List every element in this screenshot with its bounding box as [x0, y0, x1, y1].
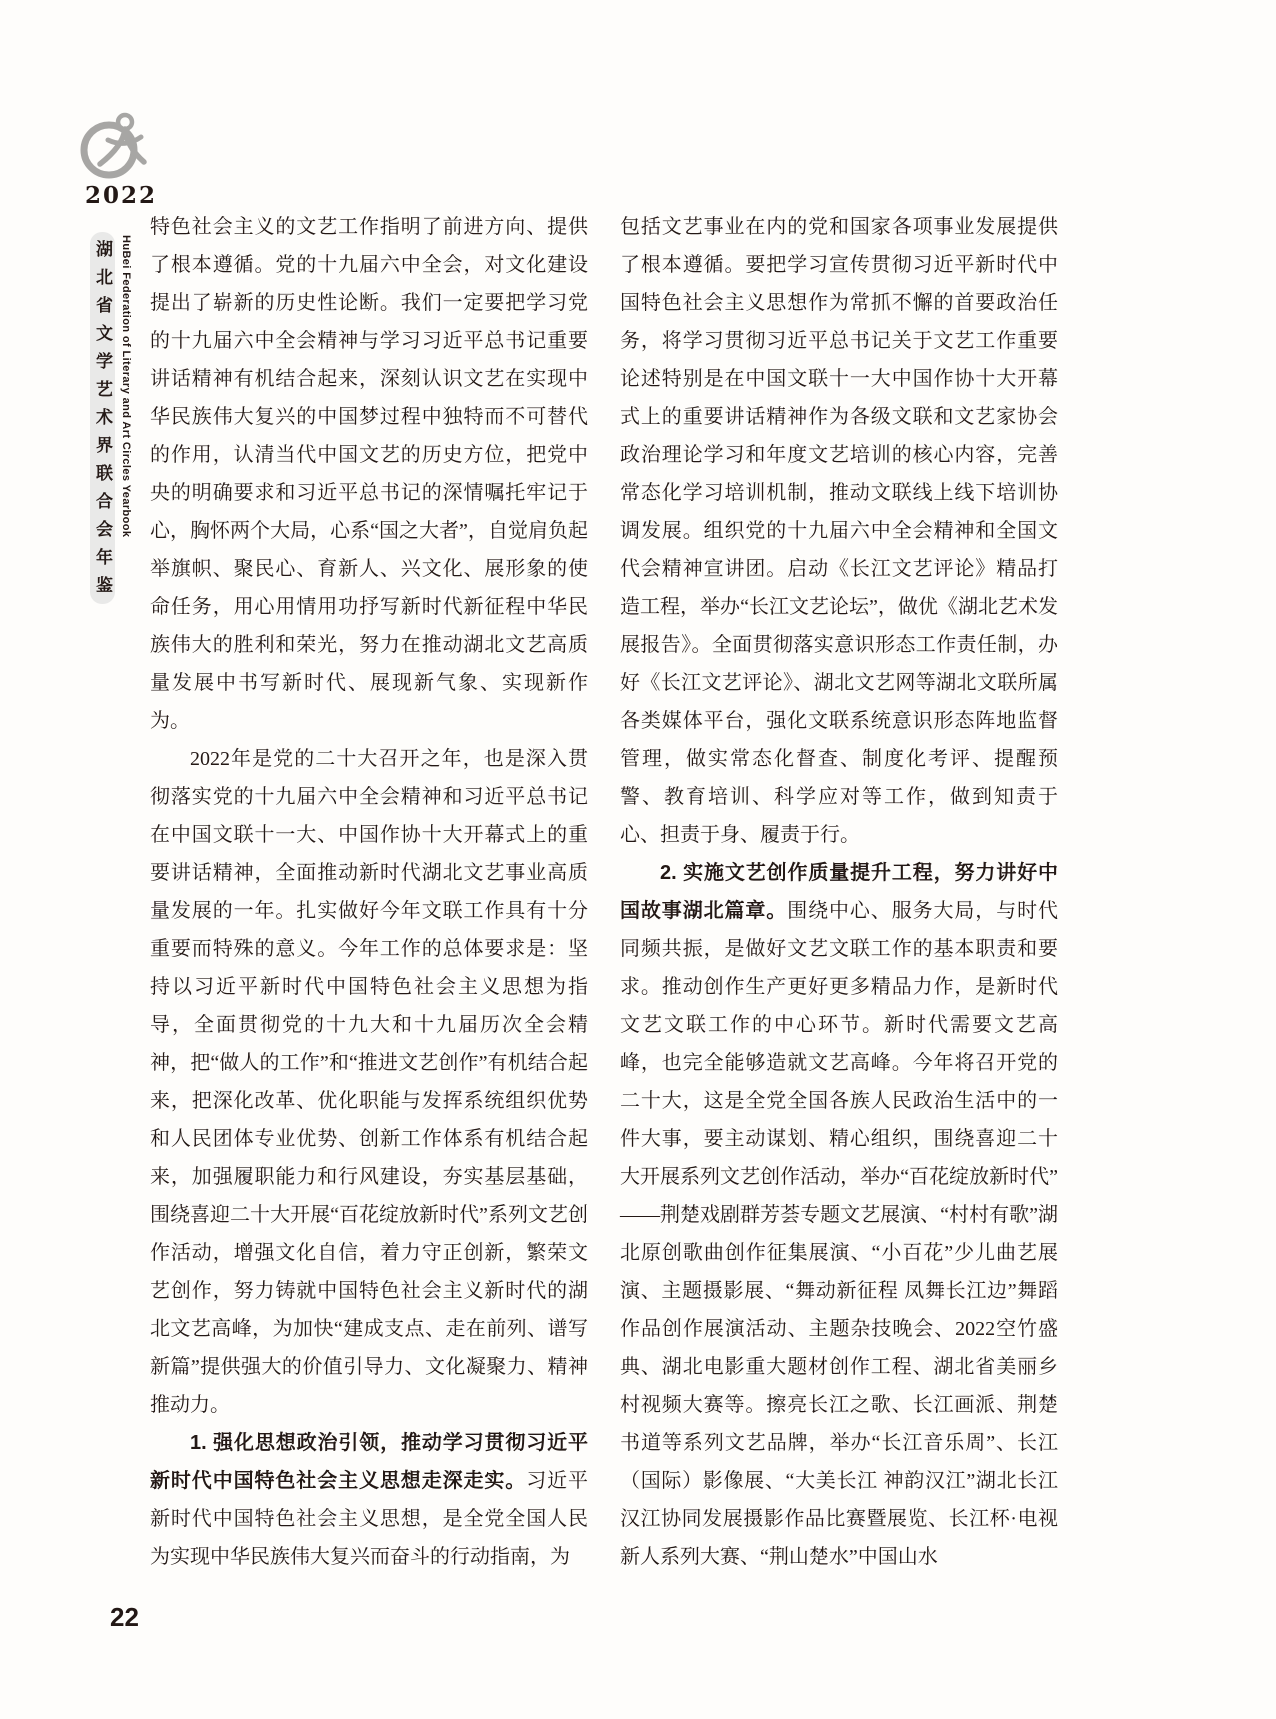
paragraph-text: 习近平新时代中国特色社会主义思想，是全党全国人民为实现中华民族伟大复兴而奋斗的行动指南，为: [150, 1470, 589, 1568]
paragraph-text: 包括文艺事业在内的党和国家各项事业发展提供了根本遵循。要把学习宣传贯彻习近平新时代中国特色社会主义思想作为常抓不懈的首要政治任务，将学习贯彻习近平总书记关于文艺工作重要论述特别是在中国文联十一大中国作协十大开幕式上的重要讲话精神作为各级文联和文艺家协会政治理论学习和年度文艺培训的核心内容，完善常态化学习培训机制，推动文联线上线下培训协调发展。组织党的十九届六中全会精神和全国文代会精神宣讲团。启动《长江文艺评论》精品打造工程，举办“长江文艺论坛”，做优《湖北艺术发展报告》。全面贯彻落实意识形态工作责任制，办好《长江文艺评论》、湖北文艺网等湖北文联所属各类媒体平台，强化文联系统意识形态阵地监督管理，做实常态化督查、制度化考评、提醒预警、教育培训、科学应对等工作，做到知责于心、担责于身、履责于行。: [620, 216, 1058, 846]
section-1-heading: 1. 强化思想政治引领，推动学习贯彻习近平新时代中国特色社会主义思想走深走实。: [150, 1432, 588, 1492]
paragraph: [150, 1424, 588, 1576]
federation-logo-icon: [80, 110, 148, 190]
left-text-column: [150, 208, 588, 1576]
right-text-column: [620, 208, 1058, 1576]
paragraph-continuation: [150, 208, 588, 740]
paragraph-text: 围绕中心、服务大局，与时代同频共振，是做好文艺文联工作的基本职责和要求。推动创作生产更好更多精品力作，是新时代文艺文联工作的中心环节。新时代需要文艺高峰，也完全能够造就文艺高峰。今年将召开党的二十大，这是全党全国各族人民政治生活中的一件大事，要主动谋划、精心组织，围绕喜迎二十大开展系列文艺创作活动，举办“百花绽放新时代”——荆楚戏剧群芳荟专题文艺展演、“村村有歌”湖北原创歌曲创作征集展演、“小百花”少儿曲艺展演、主题摄影展、“舞动新征程 凤舞长江边”舞蹈作品创作展演活动、主题杂技晚会、2022空竹盛典、湖北电影重大题材创作工程、湖北省美丽乡村视频大赛等。擦亮长江之歌、长江画派、荆楚书道等系列文艺品牌，举办“长江音乐周”、长江（国际）影像展、“大美长江 神韵汉江”湖北长江汉江协同发展摄影作品比赛暨展览、长江杯·电视新人系列大赛、“荆山楚水”中国山水: [620, 900, 1059, 1568]
sidebar-title-english: HuBei Federation of Literary and Art Circles Yearbook: [120, 235, 132, 538]
page-number: 22: [110, 1602, 139, 1632]
section-2-heading: 2. 实施文艺创作质量提升工程，努力讲好中国故事湖北篇章。: [620, 862, 1058, 922]
sidebar-title-chinese: 湖北省文学艺术界联合会年鉴: [90, 232, 115, 604]
paragraph-text: 2022年是党的二十大召开之年，也是深入贯彻落实党的十九届六中全会精神和习近平总书记在中国文联十一大、中国作协十大开幕式上的重要讲话精神，全面推动新时代湖北文艺事业高质量发展的一年。扎实做好今年文联工作具有十分重要而特殊的意义。今年工作的总体要求是：坚持以习近平新时代中国特色社会主义思想为指导，全面贯彻党的十九大和十九届历次全会精神，把“做人的工作”和“推进文艺创作”有机结合起来，把深化改革、优化职能与发挥系统组织优势和人民团体专业优势、创新工作体系有机结合起来，加强履职能力和行风建设，夯实基层基础，围绕喜迎二十大开展“百花绽放新时代”系列文艺创作活动，增强文化自信，着力守正创新，繁荣文艺创作，努力铸就中国特色社会主义新时代的湖北文艺高峰，为加快“建成支点、走在前列、谱写新篇”提供强大的价值引导力、文化凝聚力、精神推动力。: [150, 748, 588, 1416]
year-label: 2022: [85, 182, 158, 209]
paragraph: [150, 740, 588, 1424]
paragraph-continuation: [620, 208, 1058, 854]
paragraph-text: 特色社会主义的文艺工作指明了前进方向、提供了根本遵循。党的十九届六中全会，对文化建设提出了崭新的历史性论断。我们一定要把学习党的十九届六中全会精神与学习习近平总书记重要讲话精神有机结合起来，深刻认识文艺在实现中华民族伟大复兴的中国梦过程中独特而不可替代的作用，认清当代中国文艺的历史方位，把党中央的明确要求和习近平总书记的深情嘱托牢记于心，胸怀两个大局，心系“国之大者”，自觉肩负起举旗帜、聚民心、育新人、兴文化、展形象的使命任务，用心用情用功抒写新时代新征程中华民族伟大的胜利和荣光，努力在推动湖北文艺高质量发展中书写新时代、展现新气象、实现新作为。: [150, 216, 588, 732]
paragraph: [620, 854, 1058, 1576]
